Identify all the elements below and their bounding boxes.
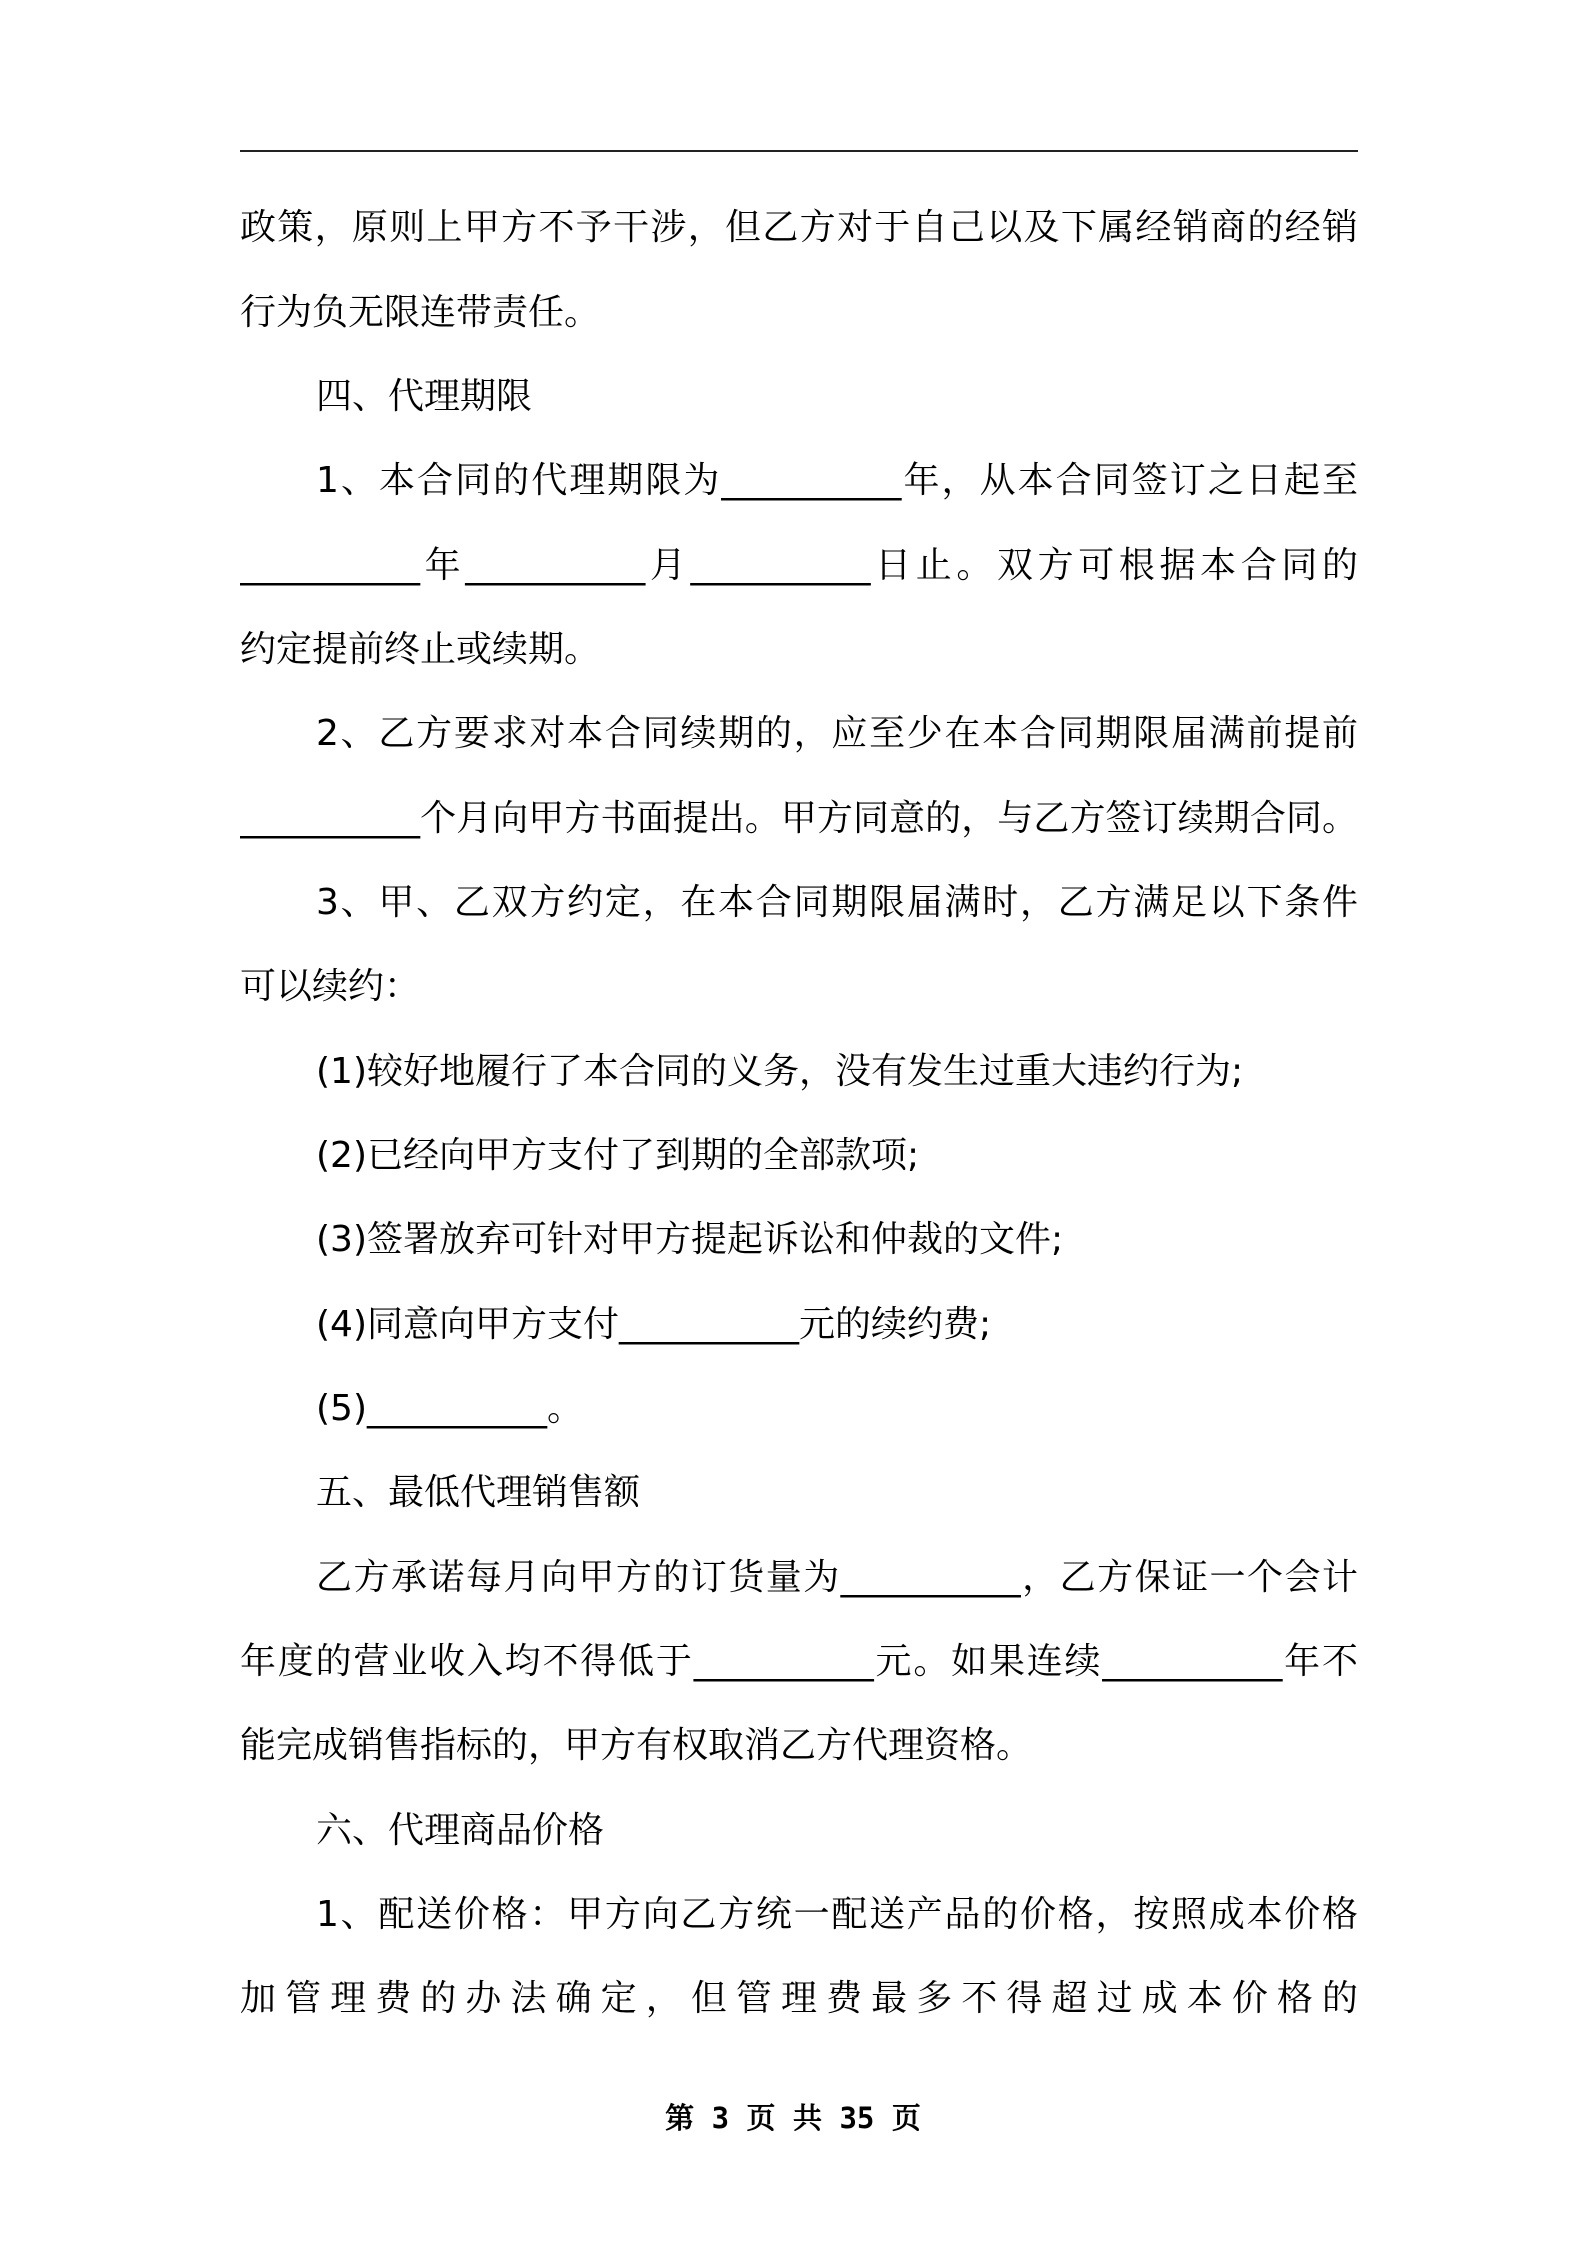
section-heading: 四、代理期限 [316,376,533,417]
clause-line: 3、甲、乙双方约定，在本合同期限届满时，乙方满足以下条件 [316,882,1358,923]
clause-line: 1、配送价格：甲方向乙方统一配送产品的价格，按照成本价格 [316,1894,1358,1935]
clause-line: __________年__________月__________日止。双方可根据本合同的 [240,545,1358,586]
section-heading: 五、最低代理销售额 [316,1472,641,1513]
clause-line: 1、本合同的代理期限为__________年，从本合同签订之日起至 [316,460,1358,501]
list-item: (1)较好地履行了本合同的义务，没有发生过重大违约行为; [316,1051,1244,1092]
list-item: (4)同意向甲方支付__________元的续约费; [316,1304,992,1345]
list-item: (2)已经向甲方支付了到期的全部款项; [316,1135,920,1176]
page-number: 第 3 页 共 35 页 [665,2101,921,2135]
body-line: 年度的营业收入均不得低于__________元。如果连续__________年不 [240,1641,1358,1682]
clause-line: __________个月向甲方书面提出。甲方同意的，与乙方签订续期合同。 [240,798,1358,839]
section-heading: 六、代理商品价格 [316,1810,605,1851]
list-item: (5)__________。 [316,1388,583,1429]
list-item: (3)签署放弃可针对甲方提起诉讼和仲裁的文件; [316,1219,1064,1260]
clause-line: 加管理费的办法确定，但管理费最多不得超过成本价格的 [240,1978,1358,2019]
clause-line: 约定提前终止或续期。 [240,629,601,670]
body-line: 乙方承诺每月向甲方的订货量为__________，乙方保证一个会计 [316,1557,1358,1598]
clause-line: 可以续约： [240,966,421,1007]
clause-line: 2、乙方要求对本合同续期的，应至少在本合同期限届满前提前 [316,713,1358,754]
body-line: 能完成销售指标的，甲方有权取消乙方代理资格。 [240,1725,1033,1766]
body-line: 行为负无限连带责任。 [240,292,601,333]
body-line: 政策，原则上甲方不予干涉，但乙方对于自己以及下属经销商的经销 [240,207,1358,248]
header-rule [240,150,1358,152]
